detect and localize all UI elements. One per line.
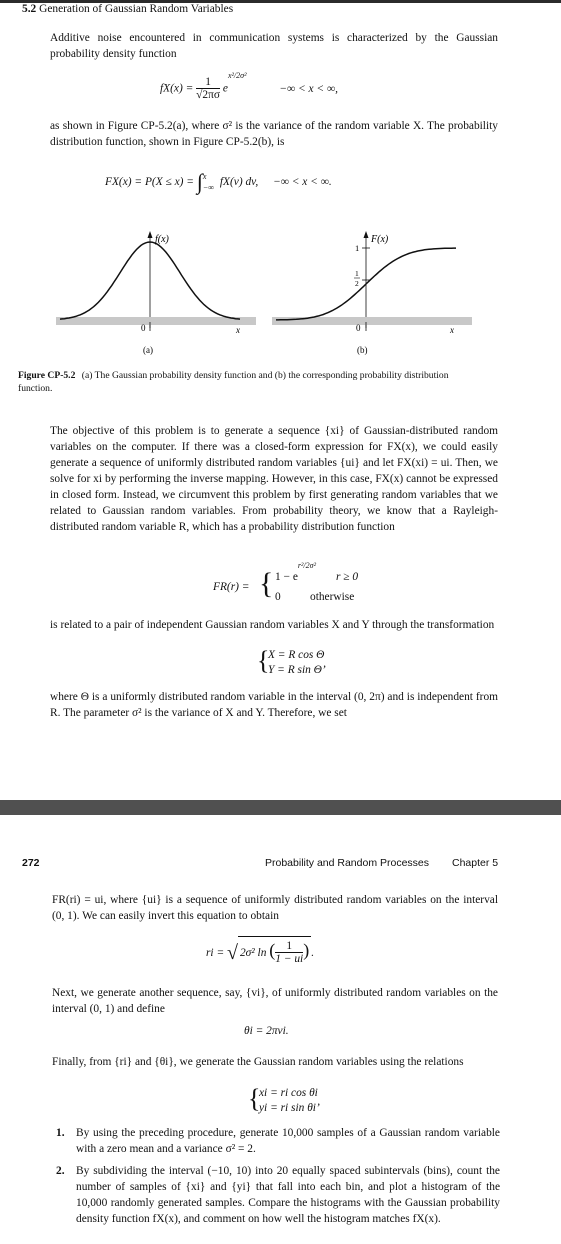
ri-den: 1 − ui bbox=[275, 953, 304, 966]
caption-text: (a) The Gaussian probability density function and (b) the corresponding probability distribution function. bbox=[18, 370, 449, 394]
figure-cp-5-2 bbox=[0, 225, 561, 365]
fig-b-ylabel: F(x) bbox=[371, 234, 389, 245]
equation-theta: θi = 2πvi. bbox=[244, 1025, 289, 1037]
cdf-range: −∞ < x < ∞. bbox=[273, 176, 332, 188]
fig-b-one: 1 bbox=[355, 243, 360, 253]
transform-row1: X = R cos Θ bbox=[268, 649, 325, 661]
section-heading bbox=[22, 3, 233, 15]
pdf-fraction bbox=[196, 76, 220, 102]
paragraph-finally: Finally, from {ri} and {θi}, we generate the Gaussian random variables using the relations bbox=[52, 1056, 464, 1068]
fig-b-y-arrow bbox=[364, 231, 369, 238]
sqrt-body: 2σ² ln ( $\frac{1}{1 - ui}$ ) bbox=[238, 936, 311, 966]
paragraph-cdf-intro: as shown in Figure CP-5.2(a), where σ² is the variance of the random variable X. The probability distribution function, shown in Figure CP-5.2(b), is bbox=[50, 120, 498, 148]
equation-ri bbox=[206, 936, 314, 966]
xy-brace: { bbox=[248, 1084, 261, 1113]
fig-b-half-den: 2 bbox=[355, 279, 359, 288]
fig-a-x-axis-band bbox=[56, 317, 256, 325]
sqrt-sign: √ bbox=[227, 942, 238, 964]
fig-b-origin: 0 bbox=[356, 323, 361, 333]
page-number: 272 bbox=[22, 857, 40, 869]
pdf-exp-num: x² bbox=[227, 70, 234, 80]
ri-lhs: ri = bbox=[206, 947, 225, 959]
cdf-integrand: fX(v) dv, bbox=[219, 176, 259, 188]
pdf-e: e bbox=[222, 82, 228, 95]
list-item-1 bbox=[56, 1125, 500, 1157]
section-number: 5.2 bbox=[22, 3, 37, 15]
list-item-2-number: 2. bbox=[56, 1165, 65, 1177]
running-title: Probability and Random Processes bbox=[265, 857, 430, 869]
rayleigh-row1-text: 1 − e bbox=[275, 571, 298, 583]
rayleigh-lhs: FR(r) = bbox=[213, 581, 250, 593]
pdf-num: 1 bbox=[196, 76, 220, 89]
chapter-label: Chapter 5 bbox=[452, 857, 499, 869]
cdf-lhs: FX(x) = P(X ≤ x) = bbox=[105, 176, 194, 188]
transform-brace: { bbox=[257, 646, 270, 675]
rayleigh-exp-den: 2σ² bbox=[305, 561, 316, 571]
equation-pdf: fX(x) = $\frac{1}{√2\pi\sigma}$ $e^{x^2/2\sigma^2}$ −∞ < x < ∞, bbox=[160, 70, 338, 101]
transform-row2: Y = R sin Θ’ bbox=[268, 664, 326, 676]
ri-end: . bbox=[311, 947, 315, 959]
rayleigh-cond2: otherwise bbox=[310, 591, 355, 603]
ri-num: 1 bbox=[275, 940, 303, 953]
rayleigh-cond1: r ≥ 0 bbox=[336, 571, 359, 583]
list-item-2 bbox=[56, 1163, 500, 1227]
pdf-lhs: fX(x) = bbox=[160, 82, 194, 95]
cdf-lower: −∞ bbox=[202, 183, 214, 193]
figure-caption bbox=[18, 369, 468, 395]
rayleigh-row1: $1 - e^{r^2/2\sigma^2}$ bbox=[275, 561, 316, 583]
list-item-1-number: 1. bbox=[56, 1127, 65, 1139]
fig-a-origin: 0 bbox=[141, 323, 146, 333]
pdf-den: √2πσ bbox=[196, 89, 221, 101]
fig-b-sublabel: (b) bbox=[357, 345, 368, 355]
paragraph-invert: FR(ri) = ui, where {ui} is a sequence of uniformly distributed random variables on the interval (0, 1). We can easily invert this equation to obtain bbox=[52, 894, 498, 922]
rayleigh-exp-num: r² bbox=[297, 561, 304, 571]
caption-label: Figure CP-5.2 bbox=[18, 370, 76, 381]
fig-b-half-num: 1 bbox=[355, 269, 359, 278]
paragraph-next: Next, we generate another sequence, say, {vi}, of uniformly distributed random variables on the interval (0, 1) and define bbox=[52, 987, 498, 1015]
fig-a-y-arrow bbox=[148, 231, 153, 238]
cdf-integral: ∫ bbox=[196, 169, 203, 194]
xy-row1: xi = ri cos θi bbox=[259, 1087, 318, 1099]
fig-a-ylabel: f(x) bbox=[155, 234, 169, 245]
list-item-2-text: By subdividing the interval (−10, 10) into 20 equally spaced subintervals (bins), count the number of samples of {xi} and {yi} that fall into each bin, and plot a histogram of the 10,000 randomly generated samples. Compare the histograms with the Gaussian probability density function fX(x), and comment on how well the histogram matches fX(x). bbox=[76, 1165, 500, 1225]
paragraph-noise: Additive noise encountered in communication systems is characterized by the Gaussian probability density function bbox=[50, 32, 498, 60]
rayleigh-row2: 0 bbox=[275, 591, 281, 603]
paragraph-transform-intro: is related to a pair of independent Gaussian random variables X and Y through the transformation bbox=[50, 619, 495, 631]
fig-b-xlabel: x bbox=[450, 325, 454, 335]
pdf-exp-den: 2σ² bbox=[236, 70, 247, 80]
fig-a-xlabel: x bbox=[236, 325, 240, 335]
paragraph-objective: The objective of this problem is to generate a sequence {xi} of Gaussian-distributed random variables on the computer. If there was a closed-form expression for FX(x), we could easily generate a sequence of uniformly distributed random variables {ui} and let FX(xi) = ui. Then, we solve for xi by performing the inverse mapping. However, in this case, FX(x) cannot be expressed in closed form. Instead, we circumvent this problem by first generating random variables that we related to Gaussian random variables. From probability theory, we know that a Rayleigh-distributed random variable R, which has a probability distribution function bbox=[50, 425, 498, 533]
cdf-upper: x bbox=[202, 172, 207, 182]
section-title: Generation of Gaussian Random Variables bbox=[39, 3, 234, 15]
equation-cdf bbox=[105, 165, 332, 193]
ri-inner: 2σ² ln bbox=[239, 947, 267, 959]
paragraph-theta: where Θ is a uniformly distributed random variable in the interval (0, 2π) and is independent from R. The parameter σ² is the variance of X and Y. Therefore, we set bbox=[50, 691, 498, 719]
list-item-1-text: By using the preceding procedure, generate 10,000 samples of a Gaussian random variable with a zero mean and a variance σ² = 2. bbox=[76, 1127, 500, 1155]
fig-a-sublabel: (a) bbox=[143, 345, 153, 355]
rayleigh-brace: { bbox=[259, 567, 274, 600]
page-separator bbox=[0, 800, 561, 815]
pdf-range: −∞ < x < ∞, bbox=[279, 82, 338, 95]
xy-row2: yi = ri sin θi’ bbox=[259, 1102, 320, 1114]
